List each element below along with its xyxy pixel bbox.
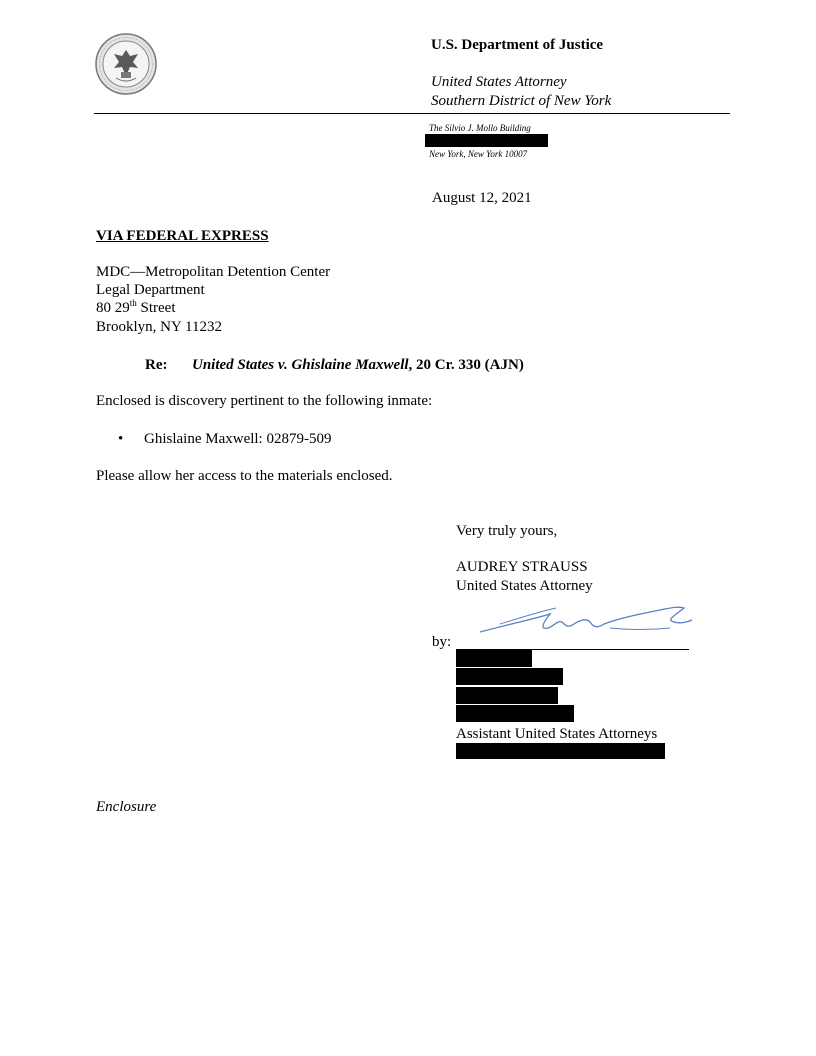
case-number: , 20 Cr. 330 (AJN): [408, 357, 524, 373]
redaction-aausa-1: [456, 650, 532, 667]
department-name: U.S. Department of Justice: [431, 37, 604, 53]
doj-seal-icon: [94, 32, 158, 96]
bullet-icon: •: [118, 431, 124, 447]
street-ordinal: th: [129, 298, 137, 308]
redaction-phone: [456, 743, 665, 759]
street-number: 80 29: [96, 300, 130, 316]
handwritten-signature: [470, 602, 700, 644]
enclosure-note: Enclosure: [96, 799, 157, 815]
by-label: by:: [432, 634, 452, 650]
office-line-1: United States Attorney: [431, 74, 567, 90]
recipient-line-2: Legal Department: [96, 282, 205, 298]
assistants-title: Assistant United States Attorneys: [456, 726, 658, 742]
signer-title: United States Attorney: [456, 578, 593, 594]
closing-paragraph: Please allow her access to the materials enclosed.: [96, 468, 393, 484]
redaction-aausa-3: [456, 687, 558, 704]
letter-date: August 12, 2021: [432, 190, 532, 206]
redaction-aausa-4: [456, 705, 574, 722]
inmate-item: Ghislaine Maxwell: 02879-509: [144, 431, 332, 447]
building-name: The Silvio J. Mollo Building: [429, 123, 531, 133]
street-name: Street: [136, 300, 176, 316]
re-case: [192, 356, 524, 374]
letterhead-divider: [94, 113, 730, 114]
office-line-2: Southern District of New York: [431, 93, 612, 109]
redaction-aausa-2: [456, 668, 563, 685]
recipient-line-1: MDC—Metropolitan Detention Center: [96, 264, 331, 280]
city-line: New York, New York 10007: [429, 149, 528, 159]
intro-paragraph: Enclosed is discovery pertinent to the following inmate:: [96, 393, 433, 409]
recipient-street: [96, 299, 176, 317]
re-label: Re:: [145, 357, 168, 373]
case-name: United States v. Ghislaine Maxwell: [192, 357, 409, 373]
delivery-method: VIA FEDERAL EXPRESS: [96, 228, 269, 244]
redaction-address: [425, 134, 548, 147]
recipient-line-4: Brooklyn, NY 11232: [96, 319, 222, 335]
signer-name: AUDREY STRAUSS: [456, 559, 588, 575]
valediction: Very truly yours,: [456, 523, 558, 539]
